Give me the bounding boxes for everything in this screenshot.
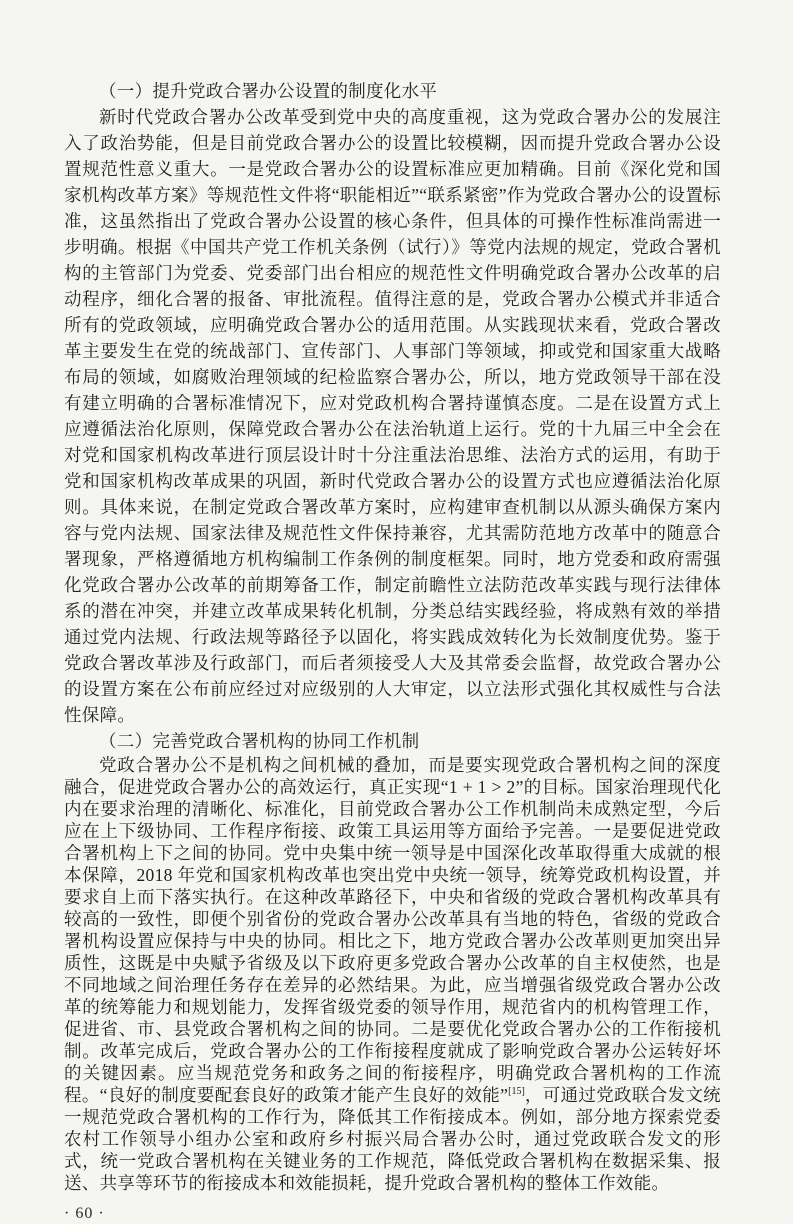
section-1-paragraph: 新时代党政合署办公改革受到党中央的高度重视，这为党政合署办公的发展注入了政治势能，但是目前党政合署办公的设置比较模糊，因而提升党政合署办公设置规范性意义重大。一是党政合署办公的设置标准应更加精确。目前《深化党和国家机构改革方案》等规范性文件将“职能相近”“联系紧密”作为党政合署办公的设置标准，这虽然指出了党政合署办公设置的核心条件，但具体的可操作性标准尚需进一步明确。根据《中国共产党工作机关条例（试行）》等党内法规的规定，党政合署机构的主管部门为党委、党委部门出台相应的规范性文件明确党政合署办公改革的启动程序，细化合署的报备、审批流程。值得注意的是，党政合署办公模式并非适合所有的党政领域，应明确党政合署办公的适用范围。从实践现状来看，党政合署改革主要发生在党的统战部门、宣传部门、人事部门等领域，抑或党和国家重大战略布局的领域，如腐败治理领域的纪检监察合署办公，所以，地方党政领导干部在没有建立明确的合署标准情况下，应对党政机构合署持谨慎态度。二是在设置方式上应遵循法治化原则，保障党政合署办公在法治轨道上运行。党的十九届三中全会在对党和国家机构改革进行顶层设计时十分注重法治思维、法治方式的运用，有助于党和国家机构改革成果的巩固，新时代党政合署办公的设置方式也应遵循法治化原则。具体来说，在制定党政合署改革方案时，应构建审查机制以从源头确保方案内容与党内法规、国家法律及规范性文件保持兼容，尤其需防范地方改革中的随意合署现象，严格遵循地方机构编制工作条例的制度框架。同时，地方党委和政府需强化党政合署办公改革的前期筹备工作，制定前瞻性立法防范改革实践与现行法律体系的潜在冲突，并建立改革成果转化机制，分类总结实践经验，将成熟有效的举措通过党内法规、行政法规等路径予以固化，将实践成效转化为长效制度优势。鉴于党政合署改革涉及行政部门，而后者须接受人大及其常委会监督，故党政合署办公的设置方案在公布前应经过对应级别的人大审定，以立法形式强化其权威性与合法性保障。 xyxy=(64,107,721,725)
section-2-heading: （二）完善党政合署机构的协同工作机制 xyxy=(99,731,420,751)
paragraph-text-before-footnote: 党政合署办公不是机构之间机械的叠加，而是要实现党政合署机构之间的深度融合，促进党政合署办公的高效运行，真正实现“1 + 1 > 2”的目标。国家治理现代化内在要求治理的清晰化、标准化，目前党政合署办公工作机制尚未成熟定型，今后应在上下级协同、工作程序衔接、政策工具运用等方面给予完善。一是要促进党政合署机构上下之间的协同。党中央集中统一领导是中国深化改革取得重大成就的根本保障，2018 年党和国家机构改革也突出党中央统一领导，统筹党政机构设置，并要求自上而下落实执行。在这种改革路径下，中央和省级的党政合署机构改革具有较高的一致性，即便个别省份的党政合署办公改革具有当地的特色，省级的党政合署机构设置应保持与中央的协同。相比之下，地方党政合署办公改革则更加突出异质性，这既是中央赋予省级及以下政府更多党政合署办公改革的自主权使然，也是不同地域之间治理任务存在差异的必然结果。为此，应当增强省级党政合署办公改革的统筹能力和规划能力，发挥省级党委的领导作用，规范省内的机构管理工作，促进省、市、县党政合署机构之间的协同。二是要优化党政合署办公的工作衔接机制。改革完成后，党政合署办公的工作衔接程度就成了影响党政合署办公运转好坏的关键因素。应当规范党务和政务之间的衔接程序，明确党政合署机构的工作流程。“良好的制度要配套良好的政策才能产生良好的效能” xyxy=(64,755,721,1105)
section-1 xyxy=(64,78,721,728)
section-2-paragraph xyxy=(64,754,721,1194)
page-number: · 60 · xyxy=(64,1205,105,1222)
section-1-heading: （一）提升党政合署办公设置的制度化水平 xyxy=(99,81,438,101)
footnote-reference-marker: [15] xyxy=(508,1086,525,1098)
section-2 xyxy=(64,728,721,1194)
paragraph-text-after-footnote: ，可通过党政联合发文统一规范党政合署机构的工作行为，降低其工作衔接成本。例如，部分地方探索党委农村工作领导小组办公室和政府乡村振兴局合署办公时，通过党政联合发文的形式，统一党政合署机构在关键业务的工作规范，降低党政合署机构在数据采集、报送、共享等环节的衔接成本和效能损耗，提升党政合署机构的整体工作效能。 xyxy=(64,1085,721,1193)
